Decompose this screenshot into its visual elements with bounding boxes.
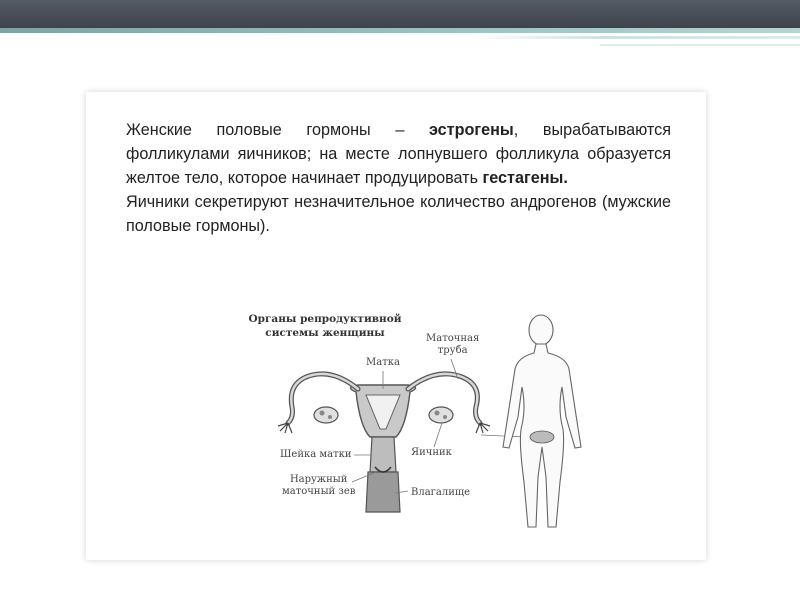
paragraph1-part1: Женские половые гормоны – xyxy=(126,121,429,139)
label-cervix: Шейка матки xyxy=(280,449,352,460)
slide-top-bar xyxy=(0,0,800,28)
paragraph-androgens: Яичники секретируют незначительное количество андрогенов (мужские половые гормоны). xyxy=(126,193,671,235)
label-uterus: Матка xyxy=(366,357,400,368)
left-ovary xyxy=(314,407,338,423)
paragraph1-part2: , вырабатываются фолликулами яичников; на месте лопнувшего фолликула образуется желтое тело, которое начинает продуцировать xyxy=(126,121,671,187)
slide-accent-line-secondary xyxy=(470,36,800,39)
body-uterus-marker xyxy=(530,431,554,443)
cervix-shape xyxy=(370,437,396,472)
reproductive-organs-figure xyxy=(236,307,586,552)
right-ovary xyxy=(429,407,453,423)
label-ovary: Яичник xyxy=(411,447,452,458)
vagina-shape xyxy=(366,472,400,512)
label-external-os-line2: маточный зев xyxy=(282,486,356,497)
figure-title-line1: Органы репродуктивной xyxy=(248,313,402,325)
label-tube-line1: Маточная xyxy=(426,333,480,344)
body-text xyxy=(126,118,671,238)
slide-accent-line xyxy=(0,28,800,33)
label-vagina: Влагалище xyxy=(411,487,471,498)
term-estrogens: эстрогены xyxy=(428,121,514,139)
anatomy-illustration xyxy=(236,307,586,552)
paragraph-estrogens xyxy=(126,118,671,190)
label-tube xyxy=(426,333,479,357)
content-card xyxy=(86,92,706,560)
slide-accent-line-tertiary xyxy=(600,44,800,46)
body-silhouette xyxy=(503,315,581,527)
label-tube-line2: труба xyxy=(437,345,468,356)
term-gestagens: гестагены. xyxy=(482,169,568,187)
label-external-os-line1: Наружный xyxy=(289,474,348,485)
figure-title-line2: системы женщины xyxy=(265,327,385,339)
label-external-os xyxy=(282,474,355,498)
